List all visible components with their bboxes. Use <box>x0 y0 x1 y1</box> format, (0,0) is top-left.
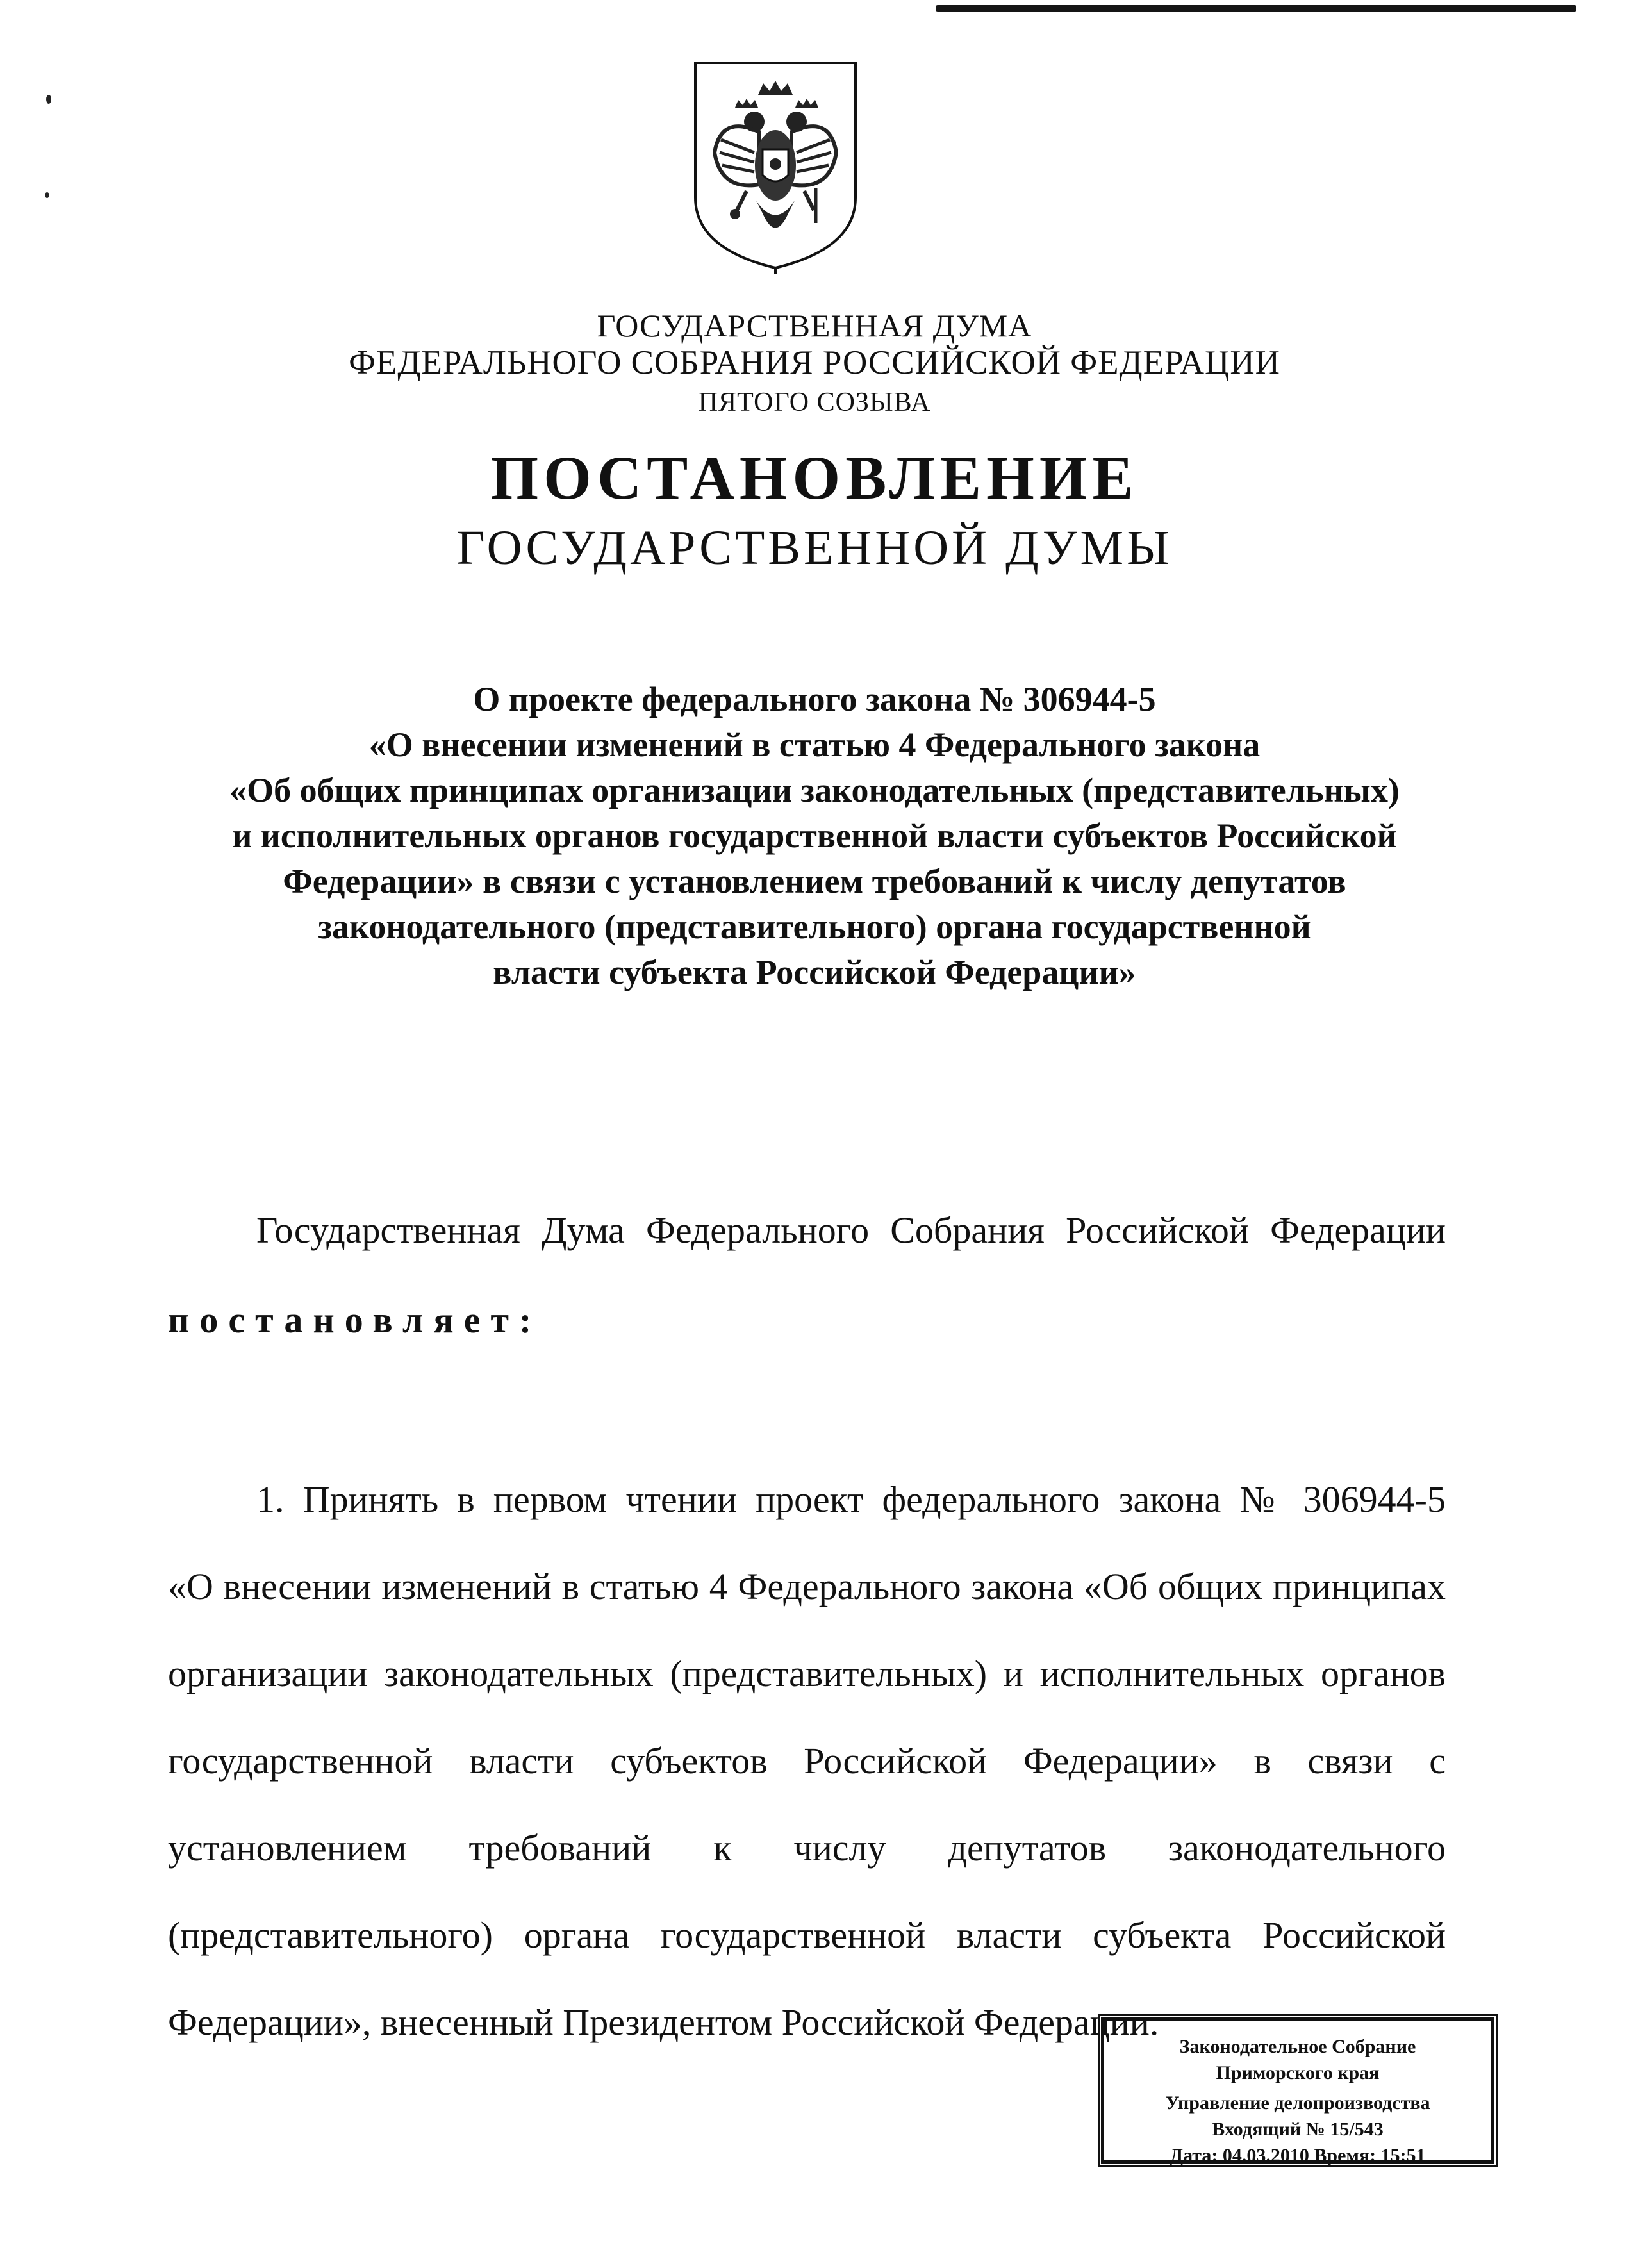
coat-of-arms-emblem-icon <box>682 56 868 274</box>
document-subtitle: ГОСУДАРСТВЕННОЙ ДУМЫ <box>456 521 1173 575</box>
paragraph1-line: установлением требований к числу депутатов законодательного <box>168 1827 1446 1869</box>
subject-block <box>0 677 1629 995</box>
scan-speck <box>45 192 49 198</box>
paragraph1-line: 1. Принять в первом чтении проект федерального закона № 306944-5 <box>256 1478 1446 1520</box>
paragraph1-line: государственной власти субъектов Российской Федерации» в связи с <box>168 1740 1446 1782</box>
scan-edge-line <box>936 5 1576 12</box>
subject-line: «О внесении изменений в статью 4 Федерального закона <box>368 725 1261 764</box>
subject-line: законодательного (представительного) органа государственной <box>318 907 1311 946</box>
subject-line: и исполнительных органов государственной власти субъектов Российской <box>232 816 1397 855</box>
stamp-line: Управление делопроизводства <box>1165 2092 1430 2114</box>
subject-line: О проекте федерального закона № 306944-5 <box>473 680 1156 718</box>
paragraph1-line: (представительного) органа государственной власти субъекта Российской <box>168 1914 1446 1956</box>
stamp-line: Дата: 04.03.2010 Время: 15:51 <box>1170 2145 1426 2166</box>
paragraph1-line: «О внесении изменений в статью 4 Федерального закона «Об общих принципах <box>168 1566 1446 1607</box>
subject-line: власти субъекта Российской Федерации» <box>493 953 1136 991</box>
stamp-line: Законодательное Собрание <box>1179 2036 1416 2057</box>
stamp-line: Приморского края <box>1216 2062 1380 2083</box>
subject-line: «Об общих принципах организации законодательных (представительных) <box>229 771 1400 809</box>
scan-speck <box>46 95 51 104</box>
paragraph1-line: Федерации», внесенный Президентом Российской Федерации. <box>168 2001 1159 2043</box>
convocation-line: ПЯТОГО СОЗЫВА <box>698 388 931 417</box>
preamble-text: Государственная Дума Федерального Собрания Российской Федерации <box>256 1209 1446 1251</box>
resolves-text: постановляет: <box>168 1299 542 1341</box>
org-name-line1: ГОСУДАРСТВЕННАЯ ДУМА <box>597 308 1032 344</box>
paragraph1-line: организации законодательных (представительных) и исполнительных органов <box>168 1653 1446 1694</box>
document-title: ПОСТАНОВЛЕНИЕ <box>490 443 1139 512</box>
registration-stamp <box>1101 2017 1494 2164</box>
org-name-line2: ФЕДЕРАЛЬНОГО СОБРАНИЯ РОССИЙСКОЙ ФЕДЕРАЦИИ <box>349 344 1280 381</box>
stamp-line: Входящий № 15/543 <box>1212 2119 1384 2140</box>
subject-line: Федерации» в связи с установлением требований к числу депутатов <box>283 862 1346 900</box>
